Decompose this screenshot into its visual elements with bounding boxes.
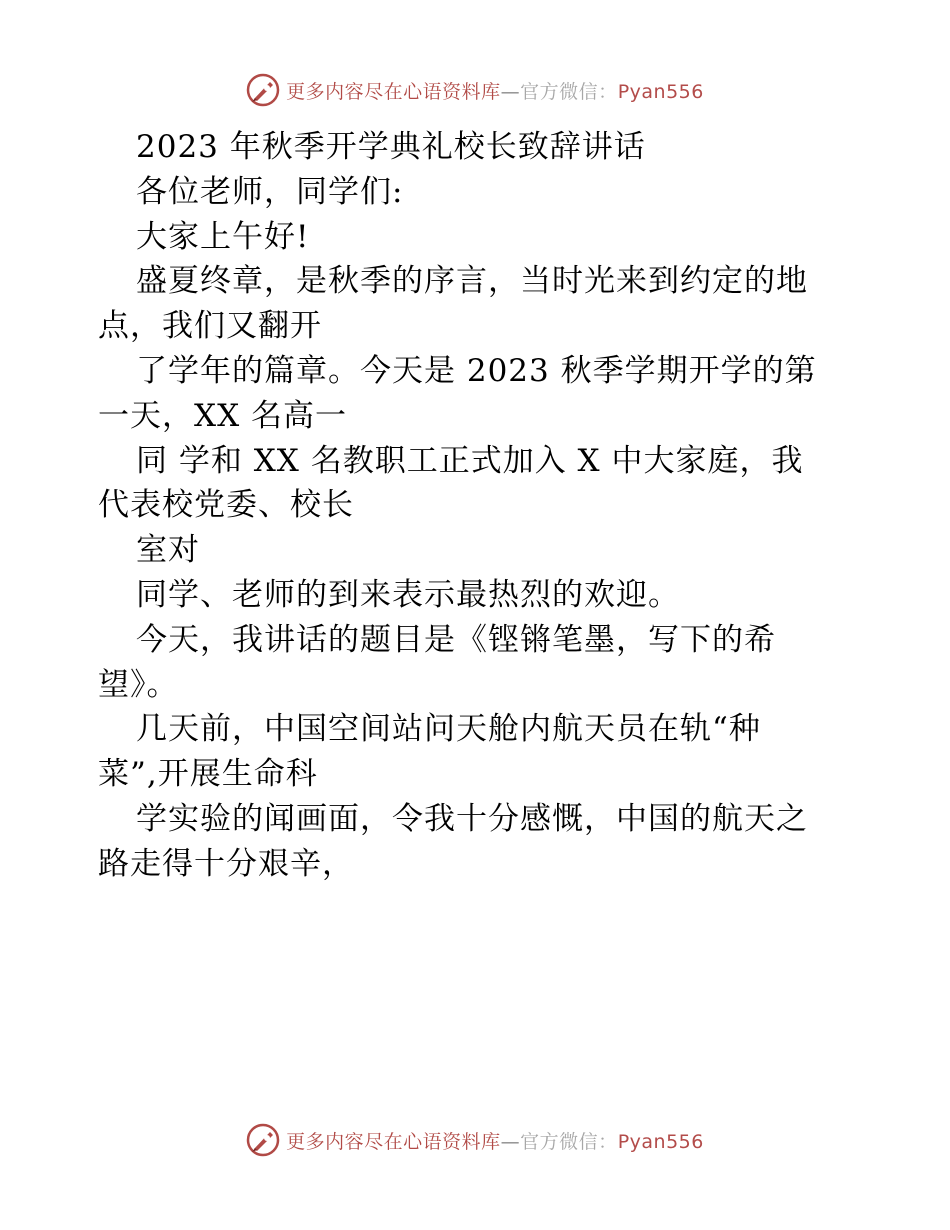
header-watermark [0,70,950,110]
text-line: 一天，XX 名高一 [98,397,347,434]
text-line: 望》。 [98,666,179,703]
watermark-text [286,77,704,104]
text-line: 各位老师，同学们: [136,173,404,210]
text-line: 同 学和 XX 名教职工正式加入 X 中大家庭，我 [136,442,804,479]
text-line: 了学年的篇章。今天是 2023 秋季学期开学的第 [136,352,817,389]
watermark-main: 更多内容尽在心语资料库 [286,80,501,103]
document-title: 2023 年秋季开学典礼校长致辞讲话 [136,129,646,165]
watermark-wechat-label: 官方微信： [520,1130,618,1153]
watermark-wechat-id: Pyan556 [617,80,704,103]
text-line: 几天前，中国空间站问天舱内航天员在轨“种 [136,711,761,748]
quill-pen-seal-icon [246,73,280,107]
text-line: 大家上午好! [136,218,310,255]
text-line: 点，我们又翻开 [98,308,322,345]
watermark-wechat-id: Pyan556 [617,1130,704,1153]
text-line: 代表校党委、校长 [98,487,354,524]
text-line: 盛夏终章，是秋季的序言，当时光来到约定的地 [136,263,808,300]
watermark-wechat-label: 官方微信： [520,80,618,103]
document-body [98,125,858,887]
watermark-text [286,1127,704,1154]
text-line: 今天，我讲话的题目是《铿锵笔墨，写下的希 [136,621,776,658]
text-line: 同学、老师的到来表示最热烈的欢迎。 [136,576,680,613]
watermark-main: 更多内容尽在心语资料库 [286,1130,501,1153]
text-line: 室对 [136,532,200,569]
watermark-dash: — [500,1130,521,1153]
footer-watermark [0,1120,950,1160]
watermark-dash: — [500,80,521,103]
text-line: 学实验的闻画面，令我十分感慨，中国的航天之 [136,800,808,837]
text-line: 路走得十分艰辛， [98,845,354,882]
text-line: 菜”,开展生命科 [98,756,318,793]
quill-pen-seal-icon [246,1123,280,1157]
